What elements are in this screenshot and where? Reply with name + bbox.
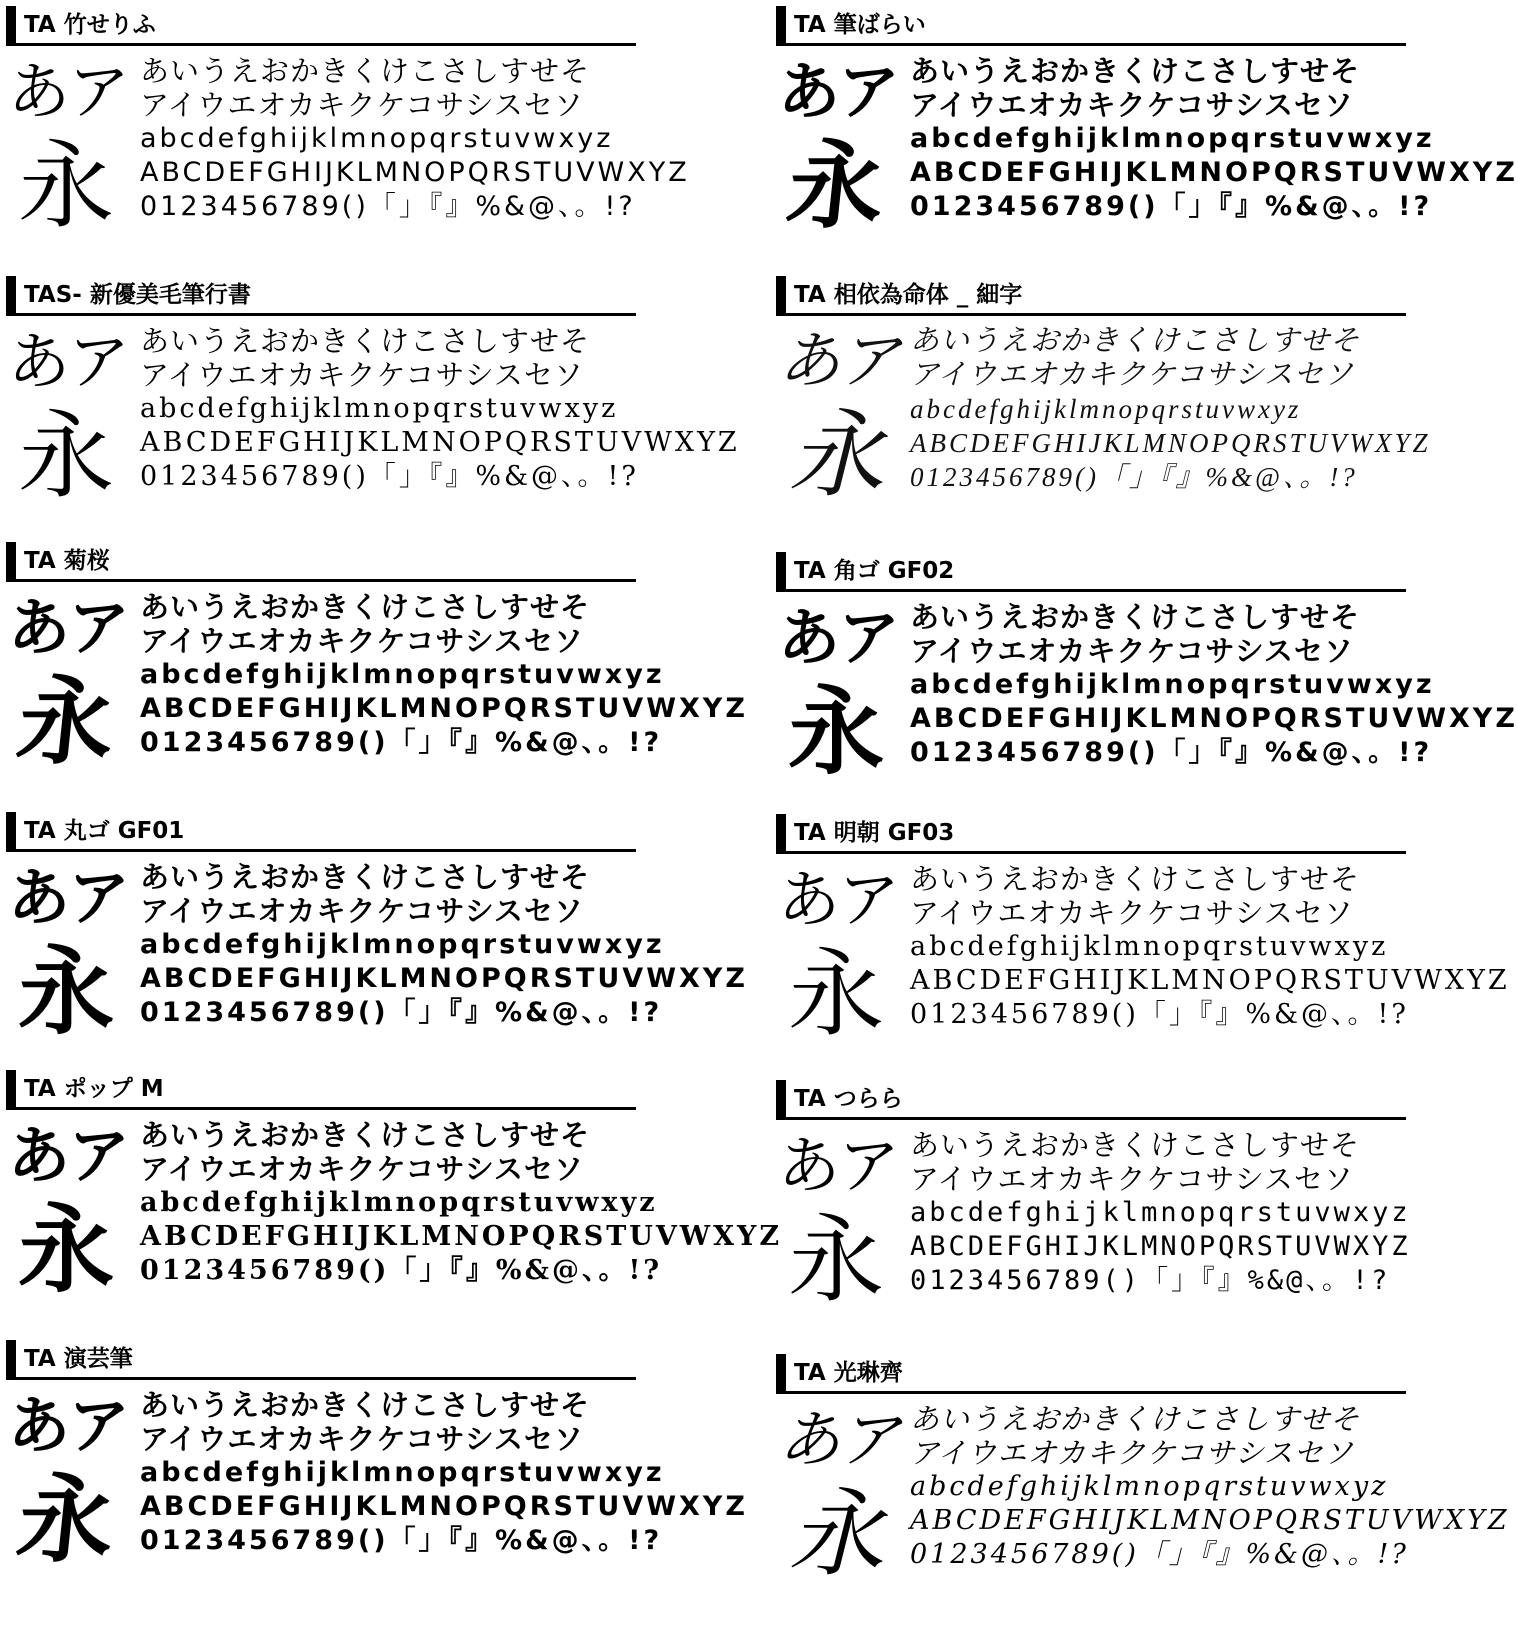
hero-ei-glyph: 永: [12, 1464, 120, 1576]
hiragana-line: あいうえおかきくけこさしすせそ: [140, 1118, 591, 1152]
font-hero-sample: [776, 602, 906, 802]
hero-kana: あア: [778, 1403, 899, 1476]
hero-kana: あア: [8, 1389, 129, 1462]
digits-symbols-line: 0123456789()「」『』%&@、。!?: [910, 737, 1433, 768]
digits-symbols-line: 0123456789()「」『』%&@、。!?: [140, 461, 639, 492]
digits-symbols-line: 0123456789()「」『』%&@、。!?: [140, 1525, 663, 1556]
font-card-header: [776, 6, 1406, 46]
uppercase-line: ABCDEFGHIJKLMNOPQRSTUVWXYZ: [140, 1221, 783, 1252]
hero-kana: あア: [778, 328, 899, 396]
font-card-header: [776, 552, 1406, 592]
hero-ei-glyph: 永: [18, 400, 114, 512]
digits-symbols-line: 0123456789()「」『』%&@、。!?: [140, 727, 663, 758]
digits-symbols-line: 0123456789()「」『』%&@、。!?: [910, 999, 1409, 1030]
font-hero-sample: [776, 1404, 906, 1604]
katakana-line: アイウエオカキクケコサシスセソ: [910, 634, 1354, 668]
lowercase-line: abcdefghijklmnopqrstuvwxyz: [140, 123, 614, 154]
font-card-header: [776, 276, 1406, 316]
katakana-line: アイウエオカキクケコサシスセソ: [140, 88, 584, 122]
digits-symbols-line: 0123456789()「」『』%&@、。!?: [140, 1255, 663, 1286]
font-card-header: [6, 276, 636, 316]
hiragana-line: あいうえおかきくけこさしすせそ: [910, 54, 1361, 88]
font-card: [776, 814, 1510, 1074]
font-card: [776, 1080, 1411, 1340]
font-name: TA 筆ばらい: [794, 12, 926, 38]
font-name: TA 角ゴ GF02: [794, 558, 955, 584]
hero-ei-glyph: 永: [18, 1193, 114, 1306]
uppercase-line: ABCDEFGHIJKLMNOPQRSTUVWXYZ: [910, 1231, 1411, 1262]
hero-ei-glyph: 永: [788, 1478, 884, 1590]
katakana-line: アイウエオカキクケコサシスセソ: [910, 1162, 1354, 1196]
digits-symbols-line: 0123456789()「」『』%&@、。!?: [910, 1539, 1409, 1570]
katakana-line: アイウエオカキクケコサシスセソ: [140, 894, 584, 928]
font-name: TA 菊桜: [24, 548, 110, 574]
glyph-samples: [910, 862, 1510, 1072]
hiragana-line: あいうえおかきくけこさしすせそ: [910, 862, 1361, 896]
glyph-samples: [140, 590, 748, 800]
hero-kana: あア: [8, 591, 129, 664]
digits-symbols-line: 0123456789()「」『』%&@、。!?: [910, 1265, 1391, 1296]
glyph-samples: [140, 860, 748, 1070]
hero-ei-glyph: 永: [788, 1204, 884, 1316]
digits-symbols-line: 0123456789()「」『』%&@、。!?: [910, 462, 1358, 492]
uppercase-line: ABCDEFGHIJKLMNOPQRSTUVWXYZ: [140, 427, 740, 458]
font-hero-sample: [776, 56, 906, 256]
font-card: [6, 812, 748, 1072]
katakana-line: アイウエオカキクケコサシスセソ: [140, 1422, 584, 1456]
katakana-line: アイウエオカキクケコサシスセソ: [140, 624, 584, 658]
uppercase-line: ABCDEFGHIJKLMNOPQRSTUVWXYZ: [140, 963, 748, 994]
hero-ei-glyph: 永: [18, 936, 114, 1048]
glyph-samples: [910, 54, 1518, 264]
font-hero-sample: [6, 1120, 136, 1320]
hero-kana: あア: [8, 325, 129, 398]
font-hero-sample: [6, 1390, 136, 1590]
glyph-samples: [140, 54, 690, 264]
hiragana-line: あいうえおかきくけこさしすせそ: [910, 325, 1361, 357]
lowercase-line: abcdefghijklmnopqrstuvwxyz: [910, 1197, 1411, 1228]
lowercase-line: abcdefghijklmnopqrstuvwxyz: [140, 659, 665, 690]
digits-symbols-line: 0123456789()「」『』%&@、。!?: [140, 191, 636, 222]
uppercase-line: ABCDEFGHIJKLMNOPQRSTUVWXYZ: [140, 693, 748, 724]
katakana-line: アイウエオカキクケコサシスセソ: [910, 88, 1354, 122]
uppercase-line: ABCDEFGHIJKLMNOPQRSTUVWXYZ: [910, 157, 1518, 188]
font-name: TA 丸ゴ GF01: [24, 818, 185, 844]
hero-ei-glyph: 永: [788, 676, 884, 788]
font-hero-sample: [776, 864, 906, 1064]
glyph-samples: [910, 1402, 1510, 1612]
font-name: TA 竹せりふ: [24, 12, 156, 38]
hero-kana: あア: [8, 55, 129, 128]
font-card-header: [776, 814, 1406, 854]
glyph-samples: [910, 1128, 1411, 1338]
hero-kana: あア: [778, 1129, 899, 1202]
glyph-samples: [910, 600, 1518, 810]
font-hero-sample: [776, 1130, 906, 1330]
lowercase-line: abcdefghijklmnopqrstuvwxyz: [140, 1457, 665, 1488]
lowercase-line: abcdefghijklmnopqrstuvwxyz: [140, 1187, 658, 1218]
font-card: [776, 552, 1518, 812]
font-card-header: [776, 1080, 1406, 1120]
hero-kana: あア: [778, 601, 899, 674]
font-hero-sample: [6, 592, 136, 792]
font-card: [6, 276, 740, 536]
hiragana-line: あいうえおかきくけこさしすせそ: [140, 1388, 591, 1422]
font-card: [6, 1340, 748, 1600]
font-card: [776, 6, 1518, 266]
glyph-samples: [140, 1118, 783, 1328]
font-name: TA 相依為命体 _ 細字: [794, 282, 1023, 308]
font-name: TAS- 新優美毛筆行書: [24, 282, 251, 308]
hiragana-line: あいうえおかきくけこさしすせそ: [140, 590, 591, 624]
digits-symbols-line: 0123456789()「」『』%&@、。!?: [910, 191, 1433, 222]
uppercase-line: ABCDEFGHIJKLMNOPQRSTUVWXYZ: [910, 965, 1510, 996]
font-name: TA つらら: [794, 1086, 903, 1112]
hero-ei-glyph: 永: [18, 130, 114, 242]
font-card-header: [6, 6, 636, 46]
font-card-header: [776, 1354, 1406, 1394]
hiragana-line: あいうえおかきくけこさしすせそ: [910, 1402, 1361, 1436]
glyph-samples: [140, 324, 740, 534]
lowercase-line: abcdefghijklmnopqrstuvwxyz: [910, 123, 1435, 154]
hiragana-line: あいうえおかきくけこさしすせそ: [910, 1128, 1361, 1162]
font-name: TA 演芸筆: [24, 1346, 133, 1372]
glyph-samples: [910, 324, 1431, 534]
glyph-samples: [140, 1388, 748, 1598]
font-card: [6, 542, 748, 802]
uppercase-line: ABCDEFGHIJKLMNOPQRSTUVWXYZ: [910, 703, 1518, 734]
lowercase-line: abcdefghijklmnopqrstuvwxyz: [910, 394, 1302, 424]
font-card: [776, 1354, 1510, 1614]
uppercase-line: ABCDEFGHIJKLMNOPQRSTUVWXYZ: [140, 1491, 748, 1522]
hero-ei-glyph: 永: [788, 402, 884, 509]
hiragana-line: あいうえおかきくけこさしすせそ: [140, 860, 591, 894]
katakana-line: アイウエオカキクケコサシスセソ: [910, 896, 1354, 930]
lowercase-line: abcdefghijklmnopqrstuvwxyz: [910, 669, 1435, 700]
font-hero-sample: [6, 326, 136, 526]
font-name: TA ポップ M: [24, 1076, 164, 1102]
katakana-line: アイウエオカキクケコサシスセソ: [140, 358, 584, 392]
katakana-line: アイウエオカキクケコサシスセソ: [910, 359, 1354, 391]
font-card: [6, 1070, 783, 1330]
uppercase-line: ABCDEFGHIJKLMNOPQRSTUVWXYZ: [910, 428, 1431, 458]
font-hero-sample: [6, 56, 136, 256]
font-card-header: [6, 542, 636, 582]
font-card: [776, 276, 1431, 536]
katakana-line: アイウエオカキクケコサシスセソ: [140, 1152, 584, 1186]
font-hero-sample: [6, 862, 136, 1062]
lowercase-line: abcdefghijklmnopqrstuvwxyz: [140, 929, 665, 960]
font-hero-sample: [776, 326, 906, 526]
uppercase-line: ABCDEFGHIJKLMNOPQRSTUVWXYZ: [910, 1505, 1510, 1536]
font-name: TA 明朝 GF03: [794, 820, 955, 846]
hiragana-line: あいうえおかきくけこさしすせそ: [140, 324, 591, 358]
font-card: [6, 6, 690, 266]
hero-kana: あア: [778, 55, 899, 128]
uppercase-line: ABCDEFGHIJKLMNOPQRSTUVWXYZ: [140, 157, 690, 188]
font-card-header: [6, 1070, 636, 1110]
hero-ei-glyph: 永: [12, 666, 120, 778]
hero-kana: あア: [8, 1119, 129, 1192]
hiragana-line: あいうえおかきくけこさしすせそ: [910, 600, 1361, 634]
hiragana-line: あいうえおかきくけこさしすせそ: [140, 54, 591, 88]
digits-symbols-line: 0123456789()「」『』%&@、。!?: [140, 997, 663, 1028]
hero-ei-glyph: 永: [782, 130, 890, 242]
font-name: TA 光琳齊: [794, 1360, 903, 1386]
hero-ei-glyph: 永: [788, 938, 884, 1050]
font-card-header: [6, 1340, 636, 1380]
font-card-header: [6, 812, 636, 852]
hero-kana: あア: [8, 861, 129, 934]
hero-kana: あア: [778, 863, 899, 936]
lowercase-line: abcdefghijklmnopqrstuvwxyz: [140, 393, 619, 424]
katakana-line: アイウエオカキクケコサシスセソ: [910, 1436, 1354, 1470]
lowercase-line: abcdefghijklmnopqrstuvwxyz: [910, 1471, 1389, 1502]
lowercase-line: abcdefghijklmnopqrstuvwxyz: [910, 931, 1389, 962]
